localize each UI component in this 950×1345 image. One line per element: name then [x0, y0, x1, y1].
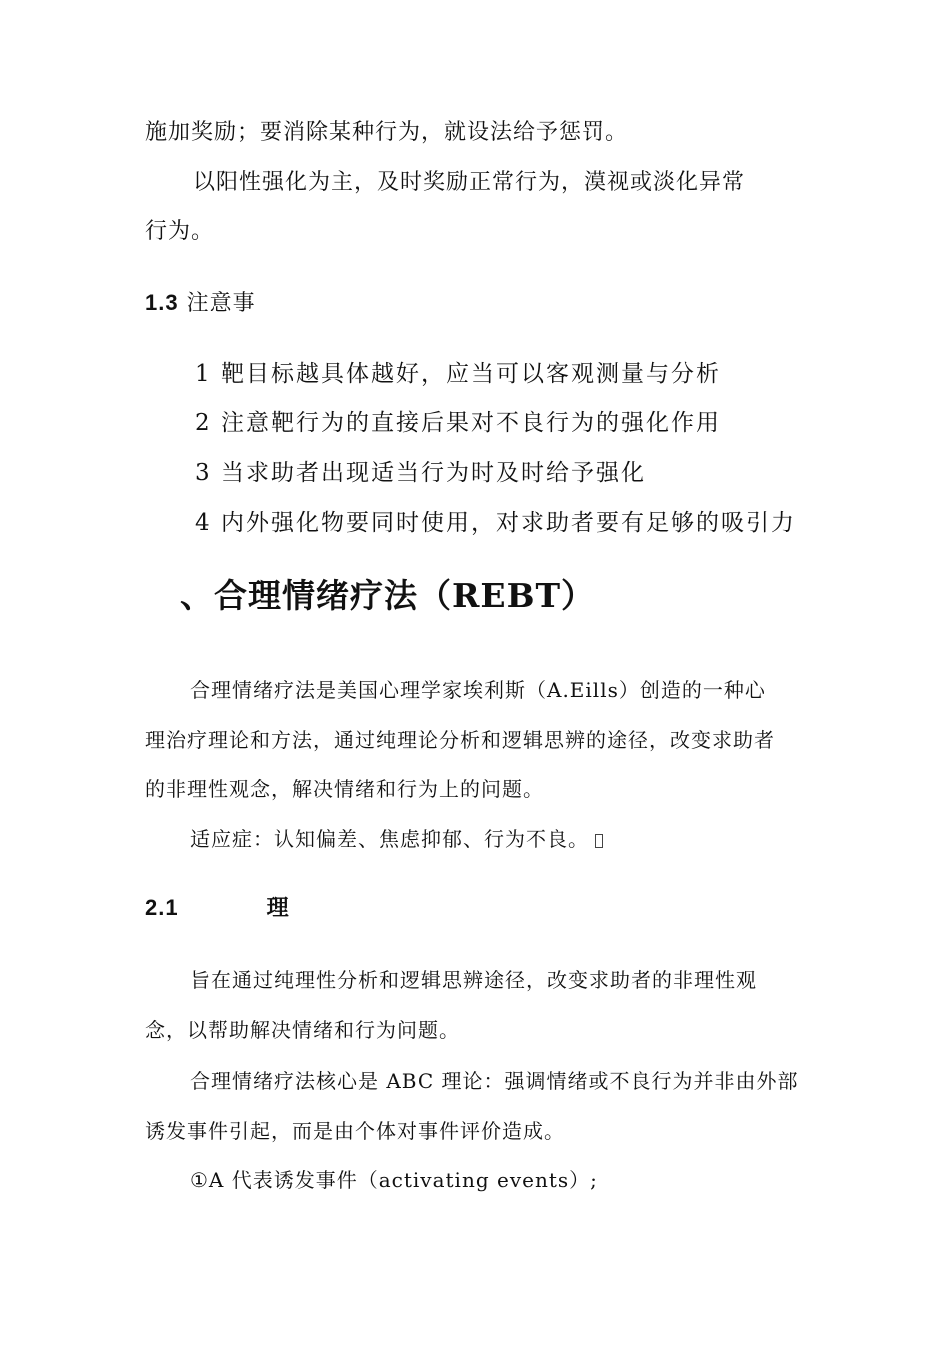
indications-line	[190, 824, 603, 854]
placeholder-glyph-icon	[595, 834, 603, 848]
paragraph-line: 行为。	[145, 219, 215, 244]
paragraph-line: 理治疗理论和方法，通过纯理论分析和逻辑思辨的途径，改变求助者	[145, 728, 775, 752]
list-item: 3 当求助者出现适当行为时及时给予强化	[195, 460, 646, 486]
list-item: 1 靶目标越具体越好，应当可以客观测量与分析	[195, 361, 721, 387]
paragraph-line: 旨在通过纯理性分析和逻辑思辨途径，改变求助者的非理性观	[190, 968, 757, 992]
list-item: ①A 代表诱发事件（activating events）;	[190, 1168, 598, 1192]
paragraph-line: 的非理性观念，解决情绪和行为上的问题。	[145, 777, 544, 801]
section-title: 注意事	[186, 291, 256, 316]
paragraph-line: 合理情绪疗法核心是 ABC 理论：强调情绪或不良行为并非由外部	[190, 1069, 799, 1093]
section-heading-1-3	[145, 288, 256, 319]
list-item: 2 注意靶行为的直接后果对不良行为的强化作用	[195, 410, 721, 436]
section-number: 2.1	[145, 895, 179, 920]
chapter-heading: 、合理情绪疗法（REBT）	[180, 576, 596, 615]
paragraph-line: 念，以帮助解决情绪和行为问题。	[145, 1018, 460, 1042]
section-title: 理	[266, 895, 290, 921]
paragraph-line: 合理情绪疗法是美国心理学家埃利斯（A.Eills）创造的一种心	[190, 678, 766, 702]
section-number: 1.3	[145, 290, 179, 315]
paragraph-line: 诱发事件引起，而是由个体对事件评价造成。	[145, 1119, 565, 1143]
paragraph-line: 施加奖励；要消除某种行为，就设法给予惩罚。	[145, 120, 629, 145]
paragraph-line: 以阳性强化为主，及时奖励正常行为，漠视或淡化异常	[193, 170, 746, 195]
section-heading-2-1	[145, 893, 290, 924]
indications-text: 适应症：认知偏差、焦虑抑郁、行为不良。	[190, 827, 589, 851]
list-item: 4 内外强化物要同时使用，对求助者要有足够的吸引力	[195, 510, 796, 536]
